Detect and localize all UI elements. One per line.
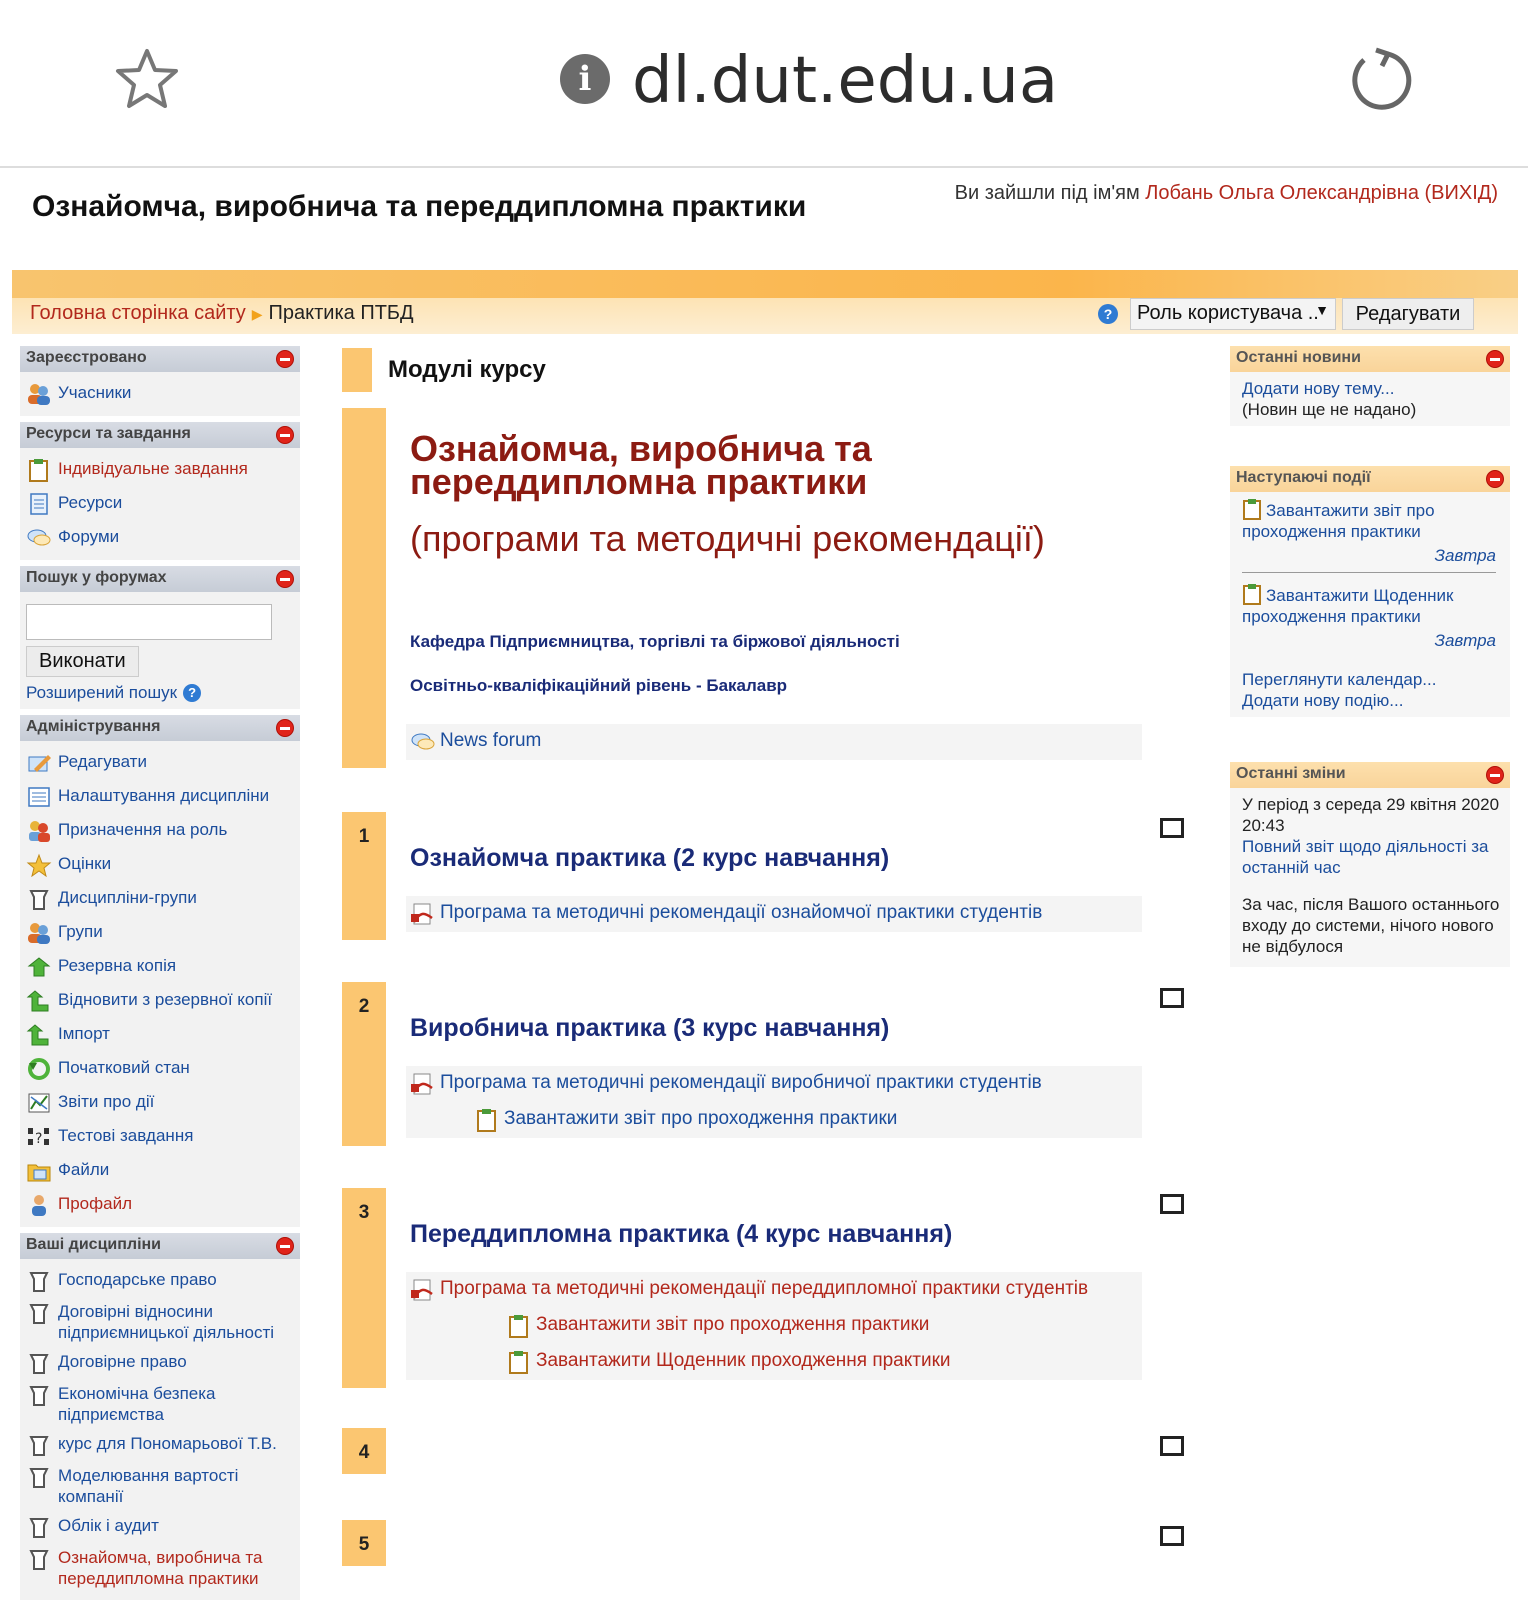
admin-link[interactable] (26, 745, 294, 779)
topic-number: 3 (342, 1188, 386, 1388)
link-label: Моделювання вартості компанії (58, 1466, 239, 1506)
assignment-icon (506, 1314, 532, 1338)
breadcrumb (30, 302, 414, 325)
news-forum-link[interactable] (406, 724, 1142, 760)
forum-icon (410, 730, 436, 754)
admin-link[interactable] (26, 949, 294, 983)
latest-news-block-header (1230, 346, 1510, 372)
highlight-section-checkbox[interactable] (1160, 1526, 1184, 1546)
course-link[interactable] (26, 1351, 294, 1375)
assignment-icon (474, 1108, 500, 1132)
navigation-bar (12, 298, 1518, 334)
course-link[interactable] (26, 1269, 294, 1293)
roles-icon (26, 819, 52, 843)
my-courses-block-header (20, 1233, 300, 1259)
level-line: Освітньо-кваліфікаційний рівень - Бакалавр (410, 676, 788, 695)
grades-icon (26, 853, 52, 877)
resources-block-header (20, 422, 300, 448)
no-activity-text: За час, після Вашого останнього входу до системи, нічого нового не відбулося (1242, 895, 1500, 956)
link-label: Редагувати (58, 752, 147, 771)
link-label: Імпорт (58, 1024, 110, 1043)
link-label: Учасники (58, 383, 132, 402)
hide-block-icon[interactable] (1486, 350, 1504, 368)
resources-block-body (20, 448, 300, 560)
topic-number: 4 (342, 1428, 386, 1474)
pdf-icon (410, 902, 436, 926)
link-label: Групи (58, 922, 103, 941)
settings-icon (26, 785, 52, 809)
link-label: Налаштування дисципліни (58, 786, 270, 805)
resources-link[interactable] (26, 486, 294, 520)
admin-link[interactable] (26, 1119, 294, 1153)
forum-search-input[interactable] (26, 604, 272, 640)
topic-number: 5 (342, 1520, 386, 1566)
admin-link[interactable] (26, 915, 294, 949)
hide-block-icon[interactable] (276, 719, 294, 737)
course-resource-link[interactable] (406, 896, 1142, 932)
restore-icon (26, 989, 52, 1013)
course-resource-link[interactable] (406, 1308, 1142, 1344)
course-link[interactable] (26, 1433, 294, 1457)
upcoming-events-block-header (1230, 466, 1510, 492)
event-label: Завантажити звіт про проходження практики (1242, 501, 1435, 541)
highlight-section-checkbox[interactable] (1160, 1194, 1184, 1214)
help-icon[interactable]: ? (1098, 304, 1118, 324)
link-label: курс для Пономарьової Т.В. (58, 1434, 277, 1453)
highlight-section-checkbox[interactable] (1160, 988, 1184, 1008)
link-label: Початковий стан (58, 1058, 190, 1077)
link-label: Резервна копія (58, 956, 177, 975)
upcoming-events-block-body (1230, 492, 1510, 717)
link-label: Профайл (58, 1194, 132, 1213)
link-label: Господарське право (58, 1270, 217, 1289)
users-icon (26, 382, 52, 406)
admin-link[interactable] (26, 1153, 294, 1187)
link-label: Форуми (58, 527, 120, 546)
course-resource-link[interactable] (406, 1102, 1142, 1138)
hide-block-icon[interactable] (1486, 470, 1504, 488)
logout-link[interactable]: (ВИХІД) (1424, 182, 1498, 204)
block-title: Пошук у форумах (26, 569, 167, 586)
recent-activity-block (1230, 762, 1510, 967)
course-subtitle: (програми та методичні рекомендації) (410, 518, 1045, 559)
help-icon[interactable]: ? (183, 684, 201, 702)
link-label: Договірні відносини підприємницької діяльності (58, 1302, 275, 1342)
admin-link[interactable] (26, 779, 294, 813)
url-text[interactable]: dl.dut.edu.ua (632, 44, 1059, 118)
upcoming-events-block (1230, 466, 1510, 717)
role-select[interactable] (1130, 298, 1336, 330)
event-date[interactable]: Завтра (1434, 546, 1496, 565)
admin-link[interactable] (26, 1017, 294, 1051)
latest-news-block (1230, 346, 1510, 426)
forum-search-block-body (20, 592, 300, 709)
link-label: Тестові завдання (58, 1126, 194, 1145)
no-news-text: (Новин ще не надано) (1242, 400, 1417, 419)
add-topic-link[interactable]: Додати нову тему... (1242, 379, 1395, 398)
backup-icon (26, 955, 52, 979)
admin-link[interactable] (26, 847, 294, 881)
course-icon (26, 1269, 52, 1293)
course-link[interactable] (26, 1547, 294, 1589)
link-label: Завантажити Щоденник проходження практики (536, 1350, 951, 1371)
edit-icon (26, 751, 52, 775)
link-label: Договірне право (58, 1352, 187, 1371)
section-heading: Переддипломна практика (4 курс навчання) (410, 1220, 953, 1248)
admin-block-body (20, 741, 300, 1227)
browser-address-bar (0, 0, 1528, 168)
assignment-icon (1242, 583, 1262, 605)
course-icon (26, 887, 52, 911)
assignment-icon (506, 1350, 532, 1374)
add-event-link[interactable]: Додати нову подію... (1242, 691, 1404, 710)
link-label: Завантажити звіт про проходження практики (504, 1108, 898, 1129)
registered-block-body (20, 372, 300, 416)
login-info (955, 182, 1498, 205)
admin-link[interactable] (26, 881, 294, 915)
link-label: News forum (440, 730, 542, 751)
svg-text:?: ? (35, 1131, 43, 1147)
breadcrumb-home-link[interactable]: Головна сторінка сайту (30, 302, 246, 324)
course-resource-link[interactable] (406, 1272, 1142, 1308)
registered-block-header (20, 346, 300, 372)
pdf-icon (410, 1072, 436, 1096)
reset-icon (26, 1057, 52, 1081)
reports-icon (26, 1091, 52, 1115)
modules-marker (342, 348, 372, 392)
admin-link[interactable] (26, 1187, 294, 1221)
dropdown-arrow-icon: ▼ (1315, 302, 1329, 318)
modules-title: Модулі курсу (388, 356, 546, 383)
assignment-icon (26, 458, 52, 482)
breadcrumb-current: Практика ПТБД (268, 302, 414, 324)
link-label: Оцінки (58, 854, 112, 873)
role-select-value: Роль користувача .. (1137, 302, 1319, 324)
highlight-section-checkbox[interactable] (1160, 818, 1184, 838)
link-label: Облік і аудит (58, 1516, 159, 1535)
course-link[interactable] (26, 1515, 294, 1539)
course-resource-link[interactable] (406, 1066, 1142, 1102)
link-label: Призначення на роль (58, 820, 228, 839)
title-line-1: Ознайомча, виробнича та (410, 428, 872, 469)
course-link[interactable] (26, 1465, 294, 1507)
hide-block-icon[interactable] (276, 1237, 294, 1255)
divider (1242, 572, 1496, 573)
course-link[interactable] (26, 1383, 294, 1425)
header-strip (12, 270, 1518, 298)
topic-number: 2 (342, 982, 386, 1146)
event-item[interactable] (1242, 583, 1504, 627)
section-heading: Ознайомча практика (2 курс навчання) (410, 844, 890, 872)
import-icon (26, 1023, 52, 1047)
recent-activity-block-body (1230, 788, 1510, 967)
block-title: Останні новини (1236, 349, 1361, 366)
course-icon (26, 1383, 52, 1407)
forum-icon (26, 526, 52, 550)
profile-icon (26, 1193, 52, 1217)
block-title: Наступаючі події (1236, 469, 1371, 486)
course-icon (26, 1465, 52, 1489)
title-line-2: переддипломна практики (410, 461, 868, 502)
forums-link[interactable] (26, 520, 294, 554)
link-label: Індивідуальне завдання (58, 459, 248, 478)
block-title: Ваші дисципліни (26, 1236, 162, 1253)
block-title: Ресурси та завдання (26, 425, 191, 442)
site-info-icon[interactable]: i (560, 54, 610, 104)
course-link[interactable] (26, 1301, 294, 1343)
link-label: Програма та методичні рекомендації переддипломної практики студентів (440, 1278, 1089, 1299)
highlight-section-checkbox[interactable] (1160, 1436, 1184, 1456)
block-title: Останні зміни (1236, 765, 1346, 782)
breadcrumb-separator-icon: ▶ (251, 306, 263, 322)
admin-link[interactable] (26, 813, 294, 847)
course-icon (26, 1547, 52, 1571)
link-label: Ресурси (58, 493, 123, 512)
edit-mode-button[interactable]: Редагувати (1342, 298, 1474, 330)
course-icon (26, 1301, 52, 1325)
link-label: Економічна безпека підприємства (58, 1384, 216, 1424)
user-name-link[interactable]: Лобань Ольга Олександрівна (1145, 182, 1419, 204)
block-title: Адміністрування (26, 718, 161, 735)
bookmark-star-icon[interactable] (114, 46, 180, 112)
course-icon (26, 1433, 52, 1457)
section-heading: Виробнича практика (3 курс навчання) (410, 1014, 890, 1042)
left-column (20, 346, 300, 1600)
link-label: Програма та методичні рекомендації виробничої практики студентів (440, 1072, 1042, 1093)
link-label: Дисципліни-групи (58, 888, 197, 907)
resources-block (20, 422, 300, 560)
forum-search-block (20, 566, 300, 709)
participants-link[interactable] (26, 376, 294, 410)
link-label: Файли (58, 1160, 110, 1179)
topic-number: 1 (342, 812, 386, 940)
latest-news-block-body (1230, 372, 1510, 426)
questions-icon (26, 1125, 52, 1149)
link-label: Відновити з резервної копії (58, 990, 273, 1009)
assignment-icon (1242, 498, 1262, 520)
search-submit-button[interactable]: Виконати (26, 646, 139, 677)
event-item[interactable] (1242, 498, 1504, 542)
resource-icon (26, 492, 52, 516)
admin-link[interactable] (26, 1085, 294, 1119)
assignments-link[interactable] (26, 452, 294, 486)
course-main-title (410, 428, 872, 502)
department-line: Кафедра Підприємництва, торгівлі та біржової діяльності (410, 632, 900, 651)
full-report-link[interactable]: Повний звіт щодо діяльності за останній час (1242, 837, 1489, 877)
admin-block (20, 715, 300, 1227)
course-icon (26, 1351, 52, 1375)
hide-block-icon[interactable] (276, 350, 294, 368)
my-courses-block (20, 1233, 300, 1600)
link-label: Розширений пошук (26, 683, 178, 702)
advanced-search-link[interactable] (26, 683, 294, 703)
admin-block-header (20, 715, 300, 741)
event-date[interactable]: Завтра (1434, 631, 1496, 650)
forum-search-block-header (20, 566, 300, 592)
admin-link[interactable] (26, 1051, 294, 1085)
files-icon (26, 1159, 52, 1183)
course-resource-link[interactable] (406, 1344, 1142, 1380)
block-title: Зареєстровано (26, 349, 147, 366)
link-label: Завантажити звіт про проходження практики (536, 1314, 930, 1335)
calendar-link[interactable]: Переглянути календар... (1242, 670, 1437, 689)
recent-activity-block-header (1230, 762, 1510, 788)
hide-block-icon[interactable] (276, 426, 294, 444)
link-label: Ознайомча, виробнича та переддипломна практики (58, 1548, 263, 1588)
pdf-icon (410, 1278, 436, 1302)
reload-icon[interactable] (1344, 44, 1414, 114)
hide-block-icon[interactable] (1486, 766, 1504, 784)
my-courses-block-body (20, 1259, 300, 1600)
login-prefix: Ви зайшли під ім'ям (954, 182, 1140, 204)
page-title: Ознайомча, виробнича та переддипломна практики (32, 190, 807, 223)
groups-icon (26, 921, 52, 945)
registered-block (20, 346, 300, 416)
course-icon (26, 1515, 52, 1539)
link-label: Звіти про дії (58, 1092, 155, 1111)
admin-link[interactable] (26, 983, 294, 1017)
activity-since-text: У період з середа 29 квітня 2020 20:43 (1242, 795, 1500, 835)
topic-0-bar (342, 408, 386, 768)
event-label: Завантажити Щоденник проходження практики (1242, 586, 1454, 626)
hide-block-icon[interactable] (276, 570, 294, 588)
link-label: Програма та методичні рекомендації ознайомчої практики студентів (440, 902, 1043, 923)
